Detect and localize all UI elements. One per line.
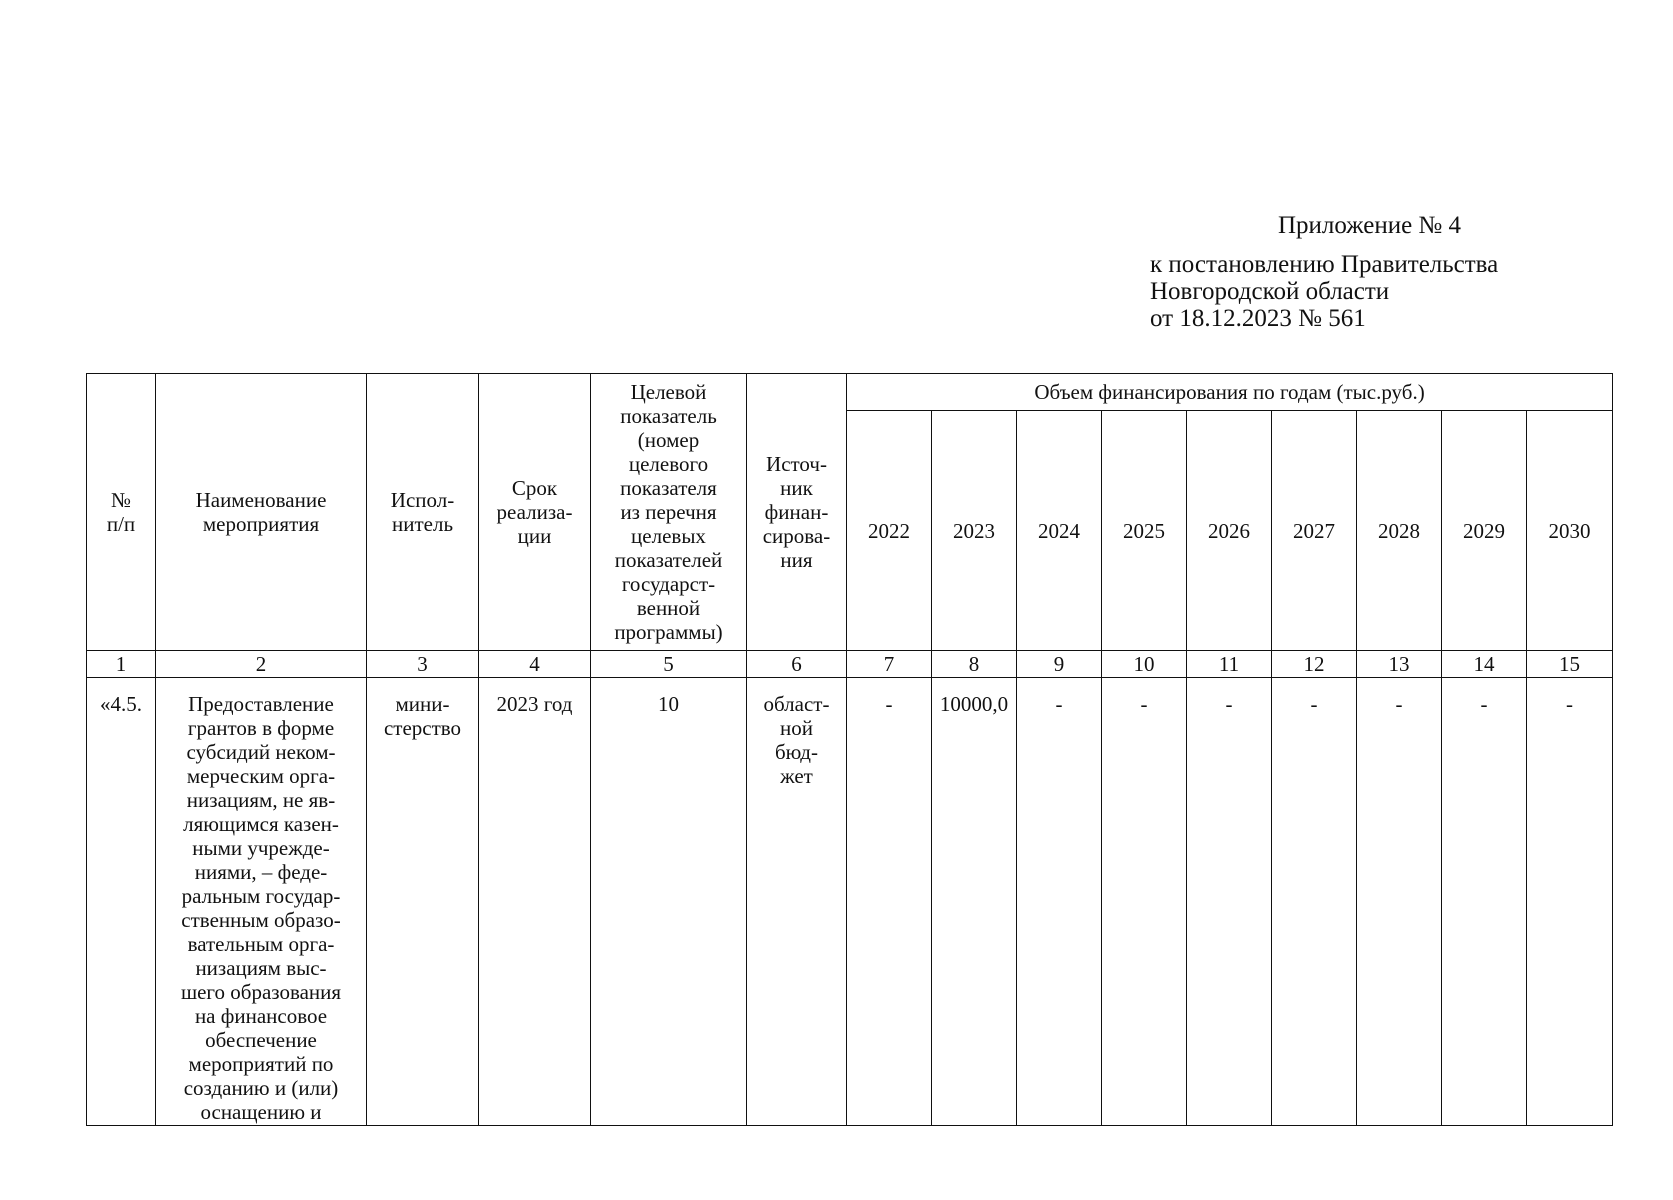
header-year: 2022 [847,411,932,651]
row-name: Предоставление грантов в форме субсидий неком- мерческим орга- низациям, не яв- ляющимся казен- ными учрежде- ниями, – феде- ральным государ- ственным образо- вательным орга- низациям выс- шего образования на финансовое обеспечение мероприятий по созданию и (или) оснащению и [156,678,367,1126]
header-year: 2027 [1272,411,1357,651]
column-number: 8 [932,651,1017,678]
header-source: Источ- ник финан- сирова- ния [747,374,847,651]
column-number: 15 [1527,651,1613,678]
row-num: «4.5. [87,678,156,1126]
header-num: № п/п [87,374,156,651]
column-number: 5 [591,651,747,678]
column-number: 1 [87,651,156,678]
row-value: - [847,678,932,1126]
row-value: - [1187,678,1272,1126]
column-number: 3 [367,651,479,678]
row-value: - [1272,678,1357,1126]
row-value: 10000,0 [932,678,1017,1126]
column-number: 2 [156,651,367,678]
header-term: Срок реализа- ции [479,374,591,651]
appendix-line-3: от 18.12.2023 № 561 [1150,305,1366,332]
row-value: - [1527,678,1613,1126]
funding-table [86,373,1613,1126]
column-number: 6 [747,651,847,678]
header-year: 2030 [1527,411,1613,651]
appendix-line-2: Новгородской области [1150,278,1390,305]
column-number-row [87,651,1613,678]
header-year: 2029 [1442,411,1527,651]
column-number: 11 [1187,651,1272,678]
header-funding: Объем финансирования по годам (тыс.руб.) [847,374,1613,411]
column-number: 9 [1017,651,1102,678]
row-term: 2023 год [479,678,591,1126]
column-number: 7 [847,651,932,678]
row-value: - [1357,678,1442,1126]
appendix-title: Приложение № 4 [1278,212,1462,239]
appendix-header [1150,212,1580,332]
row-value: - [1017,678,1102,1126]
header-year: 2023 [932,411,1017,651]
row-value: - [1442,678,1527,1126]
column-number: 14 [1442,651,1527,678]
column-number: 10 [1102,651,1187,678]
header-year: 2028 [1357,411,1442,651]
header-target: Целевой показатель (номер целевого показателя из перечня целевых показателей государст- венной программы) [591,374,747,651]
column-number: 13 [1357,651,1442,678]
table-row [87,678,1613,1126]
header-executor: Испол- нитель [367,374,479,651]
header-year: 2025 [1102,411,1187,651]
header-name: Наименование мероприятия [156,374,367,651]
header-year: 2026 [1187,411,1272,651]
row-source: област- ной бюд- жет [747,678,847,1126]
row-executor: мини- стерство [367,678,479,1126]
header-year: 2024 [1017,411,1102,651]
column-number: 4 [479,651,591,678]
header-row [87,374,1613,411]
column-number: 12 [1272,651,1357,678]
appendix-line-1: к постановлению Правительства [1150,251,1499,278]
row-target: 10 [591,678,747,1126]
row-value: - [1102,678,1187,1126]
